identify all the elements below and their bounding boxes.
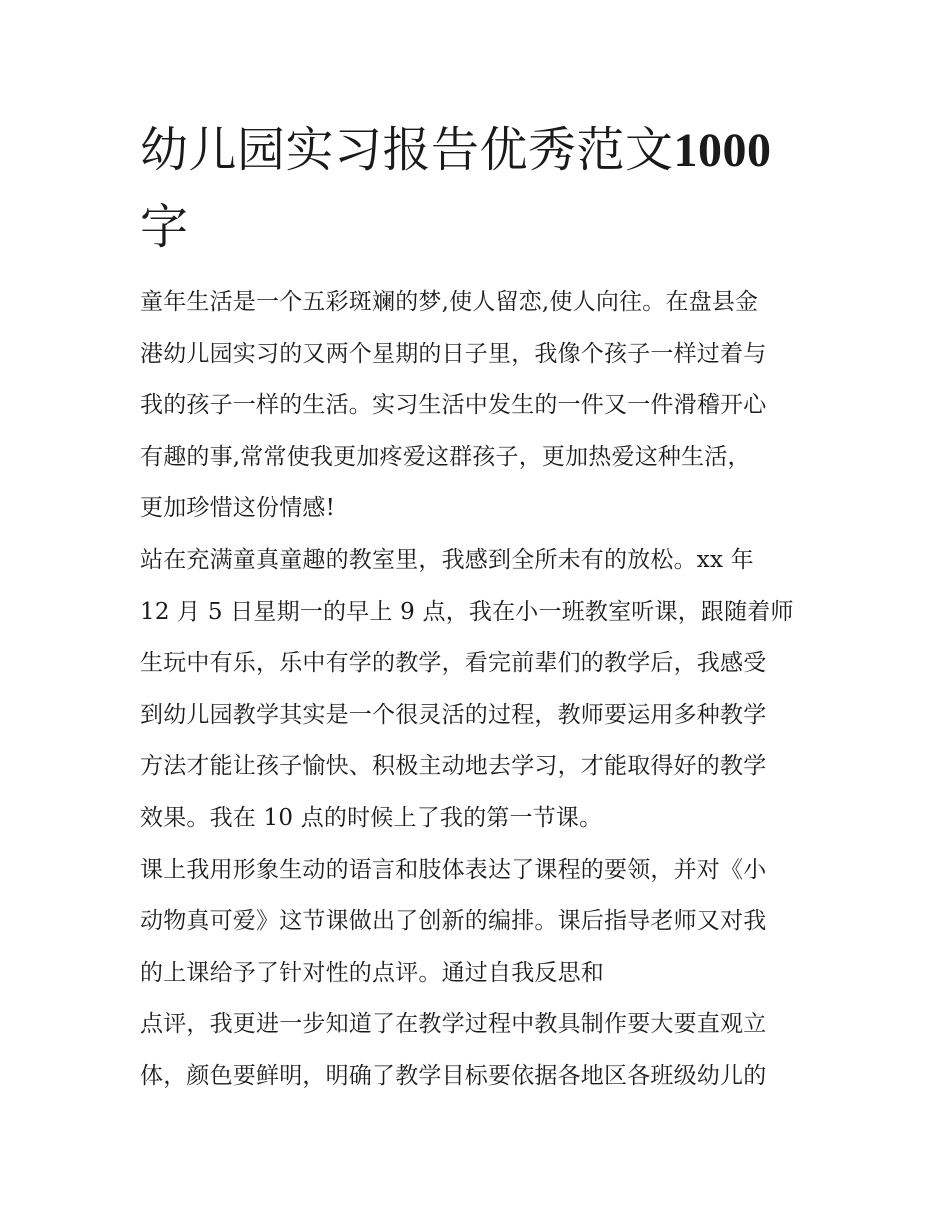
body-line: 体，颜色要鲜明，明确了教学目标要依据各地区各班级幼儿的 bbox=[140, 1062, 767, 1089]
title-text: 幼儿园实习报告优秀范文 bbox=[140, 122, 674, 178]
body-line: 动物真可爱》这节课做出了创新的编排。课后指导老师又对我 bbox=[140, 908, 767, 935]
body-line: 我的孩子一样的生活。实习生活中发生的一件又一件滑稽开心 bbox=[140, 392, 767, 419]
body-line: 课上我用形象生动的语言和肢体表达了课程的要领，并对《小 bbox=[140, 856, 767, 883]
body-line: 到幼儿园教学其实是一个很灵活的过程，教师要运用多种教学 bbox=[140, 701, 767, 728]
title-text-end: 字 bbox=[140, 199, 189, 255]
body-line: 生玩中有乐，乐中有学的教学，看完前辈们的教学后，我感受 bbox=[140, 650, 767, 677]
body-line: 方法才能让孩子愉快、积极主动地去学习，才能取得好的教学 bbox=[140, 753, 767, 780]
body-line: 12 月 5 日星期一的早上 9 点，我在小一班教室听课，跟随着师 bbox=[140, 598, 794, 625]
body-line: 更加珍惜这份情感! bbox=[140, 495, 336, 522]
document-title bbox=[140, 112, 820, 265]
body-line: 站在充满童真童趣的教室里，我感到全所未有的放松。xx 年 bbox=[140, 546, 754, 573]
body-line: 港幼儿园实习的又两个星期的日子里，我像个孩子一样过着与 bbox=[140, 340, 767, 367]
body-line: 童年生活是一个五彩斑斓的梦,使人留恋,使人向往。在盘县金 bbox=[140, 289, 759, 315]
body-line: 效果。我在 10 点的时候上了我的第一节课。 bbox=[140, 804, 603, 831]
title-number: 1000 bbox=[673, 124, 772, 177]
body-line: 有趣的事,常常使我更加疼爱这群孩子，更加热爱这种生活， bbox=[140, 443, 751, 470]
body-line: 的上课给予了针对性的点评。通过自我反思和 bbox=[140, 959, 604, 986]
document-body bbox=[140, 277, 820, 1103]
body-line: 点评，我更进一步知道了在教学过程中教具制作要大要直观立 bbox=[140, 1011, 767, 1038]
